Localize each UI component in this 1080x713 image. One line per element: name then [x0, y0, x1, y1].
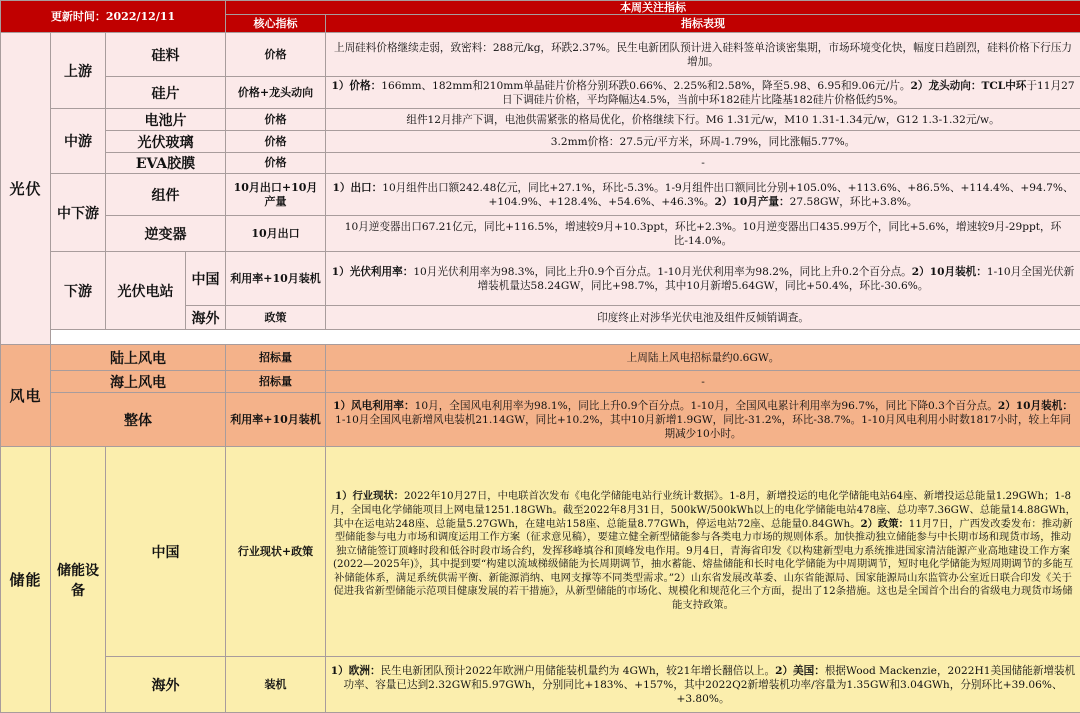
module-name: 组件 [106, 174, 226, 216]
silicon-name: 硅料 [106, 33, 226, 77]
storage-overseas-desc-a: 1）欧洲： [330, 664, 381, 677]
section-pv: 光伏 [1, 33, 51, 345]
inverter-name: 逆变器 [106, 216, 226, 252]
station-name: 光伏电站 [106, 252, 186, 330]
storage-china-desc-c: 2）政策： [860, 517, 909, 530]
wind-onshore-desc: 上周陆上风电招标量约0.6GW。 [326, 345, 1080, 371]
wind-overall-desc [326, 393, 1080, 447]
update-time: 更新时间：2022/12/11 [1, 1, 226, 33]
wafer-desc-d: 于11月27日下调硅片价格，平均降幅达4.5%，当前中环182硅片比隆基182硅片价格低约5%。 [502, 79, 1075, 106]
module-desc-d: 27.58GW，环比+3.8%。 [789, 195, 918, 208]
storage-overseas-desc-b: 民生电新团队预计2022年欧洲户用储能装机量约为 4GWh，较21年增长翻倍以上。 [380, 664, 776, 677]
station-overseas-desc: 印度终止对涉华光伏电池及组件反倾销调查。 [326, 306, 1080, 330]
pv-middownstream: 中下游 [51, 174, 106, 252]
wind-overall-desc-b: 10月，全国风电利用率为98.1%，同比上升0.9个百分点。1-10月，全国风电累计利用率为96.7%，同比下降0.3个百分点。 [414, 399, 998, 412]
row-cell [1, 109, 1080, 131]
storage-china-desc [326, 447, 1080, 657]
station-overseas-name: 海外 [186, 306, 226, 330]
cell-desc: 组件12月排产下调，电池供需紧张的格局优化，价格继续下行。M6 1.31元/w，M10 1.31-1.34元/w，G12 1.3-1.32元/w。 [326, 109, 1080, 131]
cell-indicator: 价格 [226, 109, 326, 131]
glass-name: 光伏玻璃 [106, 131, 226, 153]
row-wind-offshore [1, 371, 1080, 393]
glass-indicator: 价格 [226, 131, 326, 153]
storage-overseas-desc [326, 657, 1080, 713]
module-indicator: 10月出口+10月产量 [226, 174, 326, 216]
storage-china-desc-d: 11月7日，广西发改委发布：推动新型储能参与电力市场和调度运用工作方案（征求意见稿），要建立健全新型储能参与各类电力市场的规则体系。加快推动独立储能参与中长期市场和现货市场，推动独立储能签订顶峰时段和低谷时段市场合约，发挥移峰填谷和顶峰发电作用。9月4日，青海省印发《以构建新型电力系统推进国家清洁能源产业高地建设工作方案(2022—2025年)》，其中提到要“构建以流域梯级储能为长周期调节，抽水蓄能、熔盐储能和长时电化学储能为中周期调节，短时电化学储能为短周期调节的多能互补储能体系，满足系统供需平衡、新能源消纳、电网支撑等不同类型需求。”2）山东省发展改革委、山东省能源局、国家能源局山东监管办公室近日联合印发《关于促进我省新型储能示范项目健康发展的若干措施》，从新型储能的市场化、规模化和规范化三个方面，提出了12条措施。这也是全国首个出台的省级电力现货市场储能支持政策。 [332, 517, 1074, 612]
pv-upstream: 上游 [51, 33, 106, 109]
wind-overall-desc-c: 2）10月装机： [997, 399, 1073, 412]
eva-desc: - [326, 153, 1080, 174]
station-china-desc-c: 2）10月装机： [911, 265, 987, 278]
header-row-1 [1, 1, 1080, 15]
wafer-desc-a: 1）价格： [331, 79, 382, 92]
module-desc-c: 2）10月产量： [714, 195, 790, 208]
storage-china-desc-b: 2022年10月27日，中电联首次发布《电化学储能电站行业统计数据》。1-8月，新增投运的电化学储能电站64座、新增投运总能量1.29GWh；1-8月，全国电化学储能项目上网电量1251.18GWh。截至2022年8月31日，500kW/500kWh以上的电化学储能电站478座、总功率7.36GW、总能量14.88GWh，其中在运电站248座、总能量5.27GWh，在建电站158座、总能量8.77GWh，停运电站72座、总能量0.84GWh。 [330, 490, 1076, 530]
row-inverter [1, 216, 1080, 252]
wafer-desc-c: 2）龙头动向：TCL中环 [910, 79, 1027, 92]
row-storage-overseas [1, 657, 1080, 713]
wind-overall-desc-a: 1）风电利用率： [333, 399, 415, 412]
storage-overseas-name: 海外 [106, 657, 226, 713]
wind-offshore-name: 海上风电 [51, 371, 226, 393]
station-china-desc-b: 10月光伏利用率为98.3%，同比上升0.9个百分点。1-10月光伏利用率为98.2%，同比上升0.2个百分点。 [413, 265, 912, 278]
module-desc-a: 1）出口： [332, 181, 383, 194]
wind-offshore-desc: - [326, 371, 1080, 393]
col-indicator-performance: 指标表现 [326, 15, 1080, 33]
inverter-indicator: 10月出口 [226, 216, 326, 252]
table-title: 本周关注指标 [226, 1, 1080, 15]
eva-indicator: 价格 [226, 153, 326, 174]
storage-overseas-indicator: 装机 [226, 657, 326, 713]
row-station-china [1, 252, 1080, 306]
wind-onshore-name: 陆上风电 [51, 345, 226, 371]
row-wind-overall [1, 393, 1080, 447]
station-china-desc-a: 1）光伏利用率： [331, 265, 414, 278]
storage-overseas-desc-d: 根据Wood Mackenzie，2022H1美国储能新增装机功率、容量已达到2.32GW和5.97GWh，分别同比+183%、+157%，其中2022Q2新增装机功率/容量为1.35GW和3.04GWh，分别环比+39.06%、+3.80%。 [343, 664, 1076, 705]
row-wafer [1, 77, 1080, 109]
col-core-indicator: 核心指标 [226, 15, 326, 33]
module-desc-b: 10月组件出口额242.48亿元，同比+27.1%，环比-5.3%。1-9月组件出口额同比分别+105.0%、+113.6%、+86.5%、+114.4%、+94.7%、+104.9%、+128.4%、+54.6%、+46.3%。 [382, 181, 1074, 208]
storage-china-desc-a: 1）行业现状： [335, 490, 404, 503]
wafer-desc-b: 166mm、182mm和210mm单晶硅片价格分别环跌0.66%、2.25%和2.58%，降至5.98、6.95和9.06元/片。 [381, 79, 911, 92]
glass-desc: 3.2mm价格：27.5元/平方米，环周-1.79%，同比涨幅5.77%。 [326, 131, 1080, 153]
station-china-desc [326, 252, 1080, 306]
silicon-desc: 上周硅料价格继续走弱，致密料：288元/kg，环跌2.37%。民生电新团队预计进入硅料签单洽谈密集期，市场环境变化快，幅度日趋剧烈，硅料价格下行压力增加。 [326, 33, 1080, 77]
pv-downstream: 下游 [51, 252, 106, 330]
wind-onshore-indicator: 招标量 [226, 345, 326, 371]
storage-overseas-desc-c: 2）美国： [775, 664, 825, 677]
station-china-name: 中国 [186, 252, 226, 306]
pv-midstream: 中游 [51, 109, 106, 174]
module-desc [326, 174, 1080, 216]
row-wind-onshore [1, 345, 1080, 371]
wind-overall-indicator: 利用率+10月装机 [226, 393, 326, 447]
wafer-desc [326, 77, 1080, 109]
section-storage: 储能 [1, 447, 51, 713]
cell-name: 电池片 [106, 109, 226, 131]
row-glass [1, 131, 1080, 153]
row-eva [1, 153, 1080, 174]
storage-china-indicator: 行业现状+政策 [226, 447, 326, 657]
row-module [1, 174, 1080, 216]
wind-offshore-indicator: 招标量 [226, 371, 326, 393]
storage-device: 储能设备 [51, 447, 106, 713]
silicon-indicator: 价格 [226, 33, 326, 77]
section-wind: 风电 [1, 345, 51, 447]
station-overseas-indicator: 政策 [226, 306, 326, 330]
eva-name: EVA胶膜 [106, 153, 226, 174]
wind-overall-name: 整体 [51, 393, 226, 447]
wafer-name: 硅片 [106, 77, 226, 109]
inverter-desc: 10月逆变器出口67.21亿元，同比+116.5%，增速较9月+10.3ppt，环比+2.3%。10月逆变器出口435.99万个，同比+5.6%，增速较9月-29ppt，环比-14.0%。 [326, 216, 1080, 252]
pv-spacer-row [1, 330, 1080, 345]
storage-china-name: 中国 [106, 447, 226, 657]
wind-overall-desc-d: 1-10月全国风电新增风电装机21.14GW，同比+10.2%，其中10月新增1.9GW，同比-31.2%，环比-38.7%。1-10月风电利用小时数1817小时，较上年同期减少10小时。 [335, 413, 1071, 440]
station-china-desc-d: 1-10月全国光伏新增装机量达58.24GW，同比+98.7%，其中10月新增5.64GW，同比+50.4%，环比-30.6%。 [477, 265, 1075, 292]
station-china-indicator: 利用率+10月装机 [226, 252, 326, 306]
wafer-indicator: 价格+龙头动向 [226, 77, 326, 109]
row-silicon [1, 33, 1080, 77]
row-storage-china [1, 447, 1080, 657]
